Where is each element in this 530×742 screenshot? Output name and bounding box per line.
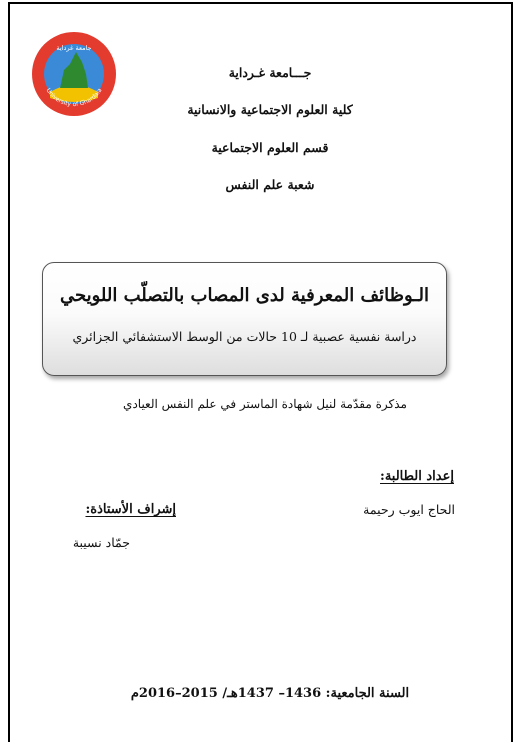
supervisor-name: جمّاد نسيبة bbox=[72, 535, 130, 550]
logo-top-text: جامعة غرداية bbox=[56, 44, 92, 52]
logo-arc-text: University of Ghardaia bbox=[44, 87, 104, 109]
student-name: الحاج ايوب رحيمة bbox=[363, 502, 455, 517]
title-box bbox=[42, 262, 447, 376]
faculty-name: كلية العلوم الاجتماعية والانسانية bbox=[187, 102, 353, 117]
academic-year: السنة الجامعية: 1436– 1437هـ/ 2015–2016م bbox=[130, 686, 410, 701]
department-name: قسم العلوم الاجتماعية bbox=[211, 140, 329, 155]
thesis-subtitle: دراسة نفسية عصبية لـ 10 حالات من الوسط الاستشفائي الجزائري bbox=[72, 329, 417, 344]
university-name: جـــامعة غـرداية bbox=[228, 65, 312, 80]
student-label: إعداد الطالبة: bbox=[380, 469, 454, 484]
branch-name: شعبة علم النفس bbox=[225, 177, 315, 192]
supervisor-label: إشراف الأستاذة: bbox=[85, 502, 176, 517]
thesis-title: الـوظائف المعرفية لدى المصاب بالتصلّب اللويحي bbox=[59, 285, 430, 306]
university-logo bbox=[30, 30, 118, 118]
memo-note: مذكرة مقدّمة لنيل شهادة الماستر في علم النفس العيادي bbox=[123, 397, 407, 411]
